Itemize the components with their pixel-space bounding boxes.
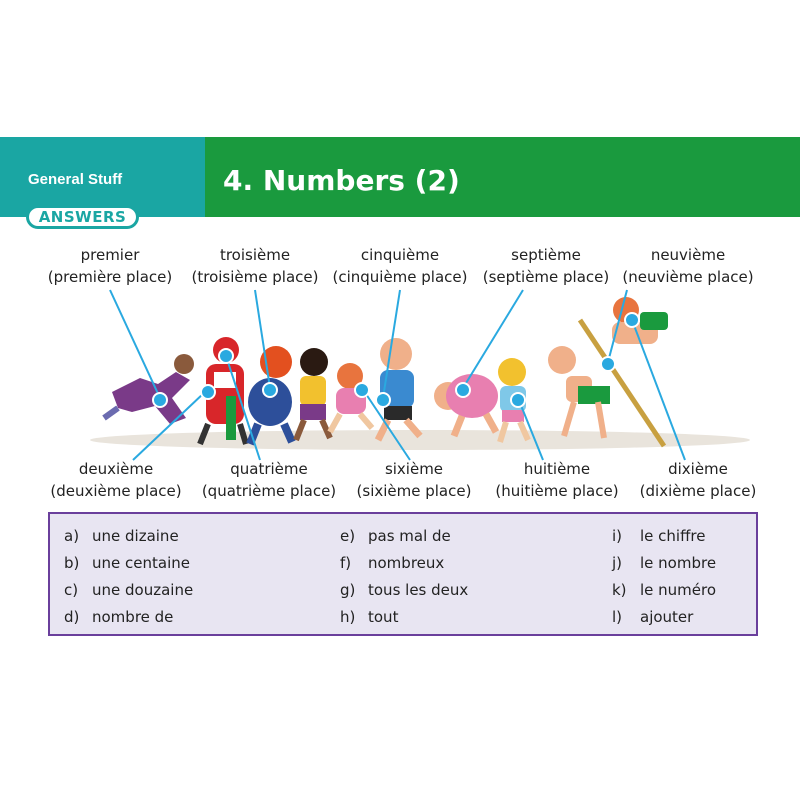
item-text: une dizaine (92, 527, 179, 545)
list-item (64, 607, 193, 634)
ground-shadow (90, 430, 750, 450)
label-cinquieme (320, 244, 480, 288)
label-word: septième (511, 246, 581, 264)
item-letter: f) (340, 554, 352, 572)
runner-2 (200, 337, 246, 444)
list-item (64, 553, 193, 580)
runner-1 (104, 354, 194, 424)
item-letter: i) (612, 527, 623, 545)
item-letter: j) (612, 554, 623, 572)
item-text: tous les deux (368, 581, 469, 599)
list-item (64, 526, 193, 553)
list-item (340, 553, 468, 580)
runner-4 (296, 348, 330, 440)
list-item (64, 580, 193, 607)
list-item (612, 607, 716, 634)
label-troisieme (175, 244, 335, 288)
list-item (340, 526, 468, 553)
item-text: tout (368, 608, 399, 626)
runner-10 (580, 297, 668, 446)
item-text: ajouter (640, 608, 694, 626)
item-letter: c) (64, 581, 79, 599)
item-text: le nombre (640, 554, 717, 572)
runner-5 (330, 363, 372, 432)
runner-6 (378, 338, 420, 440)
vocab-column-1 (64, 526, 193, 634)
label-word: quatrième (230, 460, 308, 478)
label-phrase: (huitième place) (495, 482, 619, 500)
item-letter: d) (64, 608, 80, 626)
item-letter: h) (340, 608, 356, 626)
list-item (612, 553, 716, 580)
list-item (612, 580, 716, 607)
label-phrase: (quatrième place) (201, 482, 337, 500)
item-letter: a) (64, 527, 80, 545)
list-item (340, 580, 468, 607)
answers-badge: ANSWERS (26, 205, 139, 229)
label-dixieme (618, 458, 778, 502)
label-phrase: (septième place) (482, 268, 610, 286)
item-text: une centaine (92, 554, 190, 572)
label-neuvieme (608, 244, 768, 288)
runner-8 (498, 358, 528, 442)
label-quatrieme (189, 458, 349, 502)
runner-9 (548, 346, 610, 438)
title-bar (205, 137, 800, 217)
item-text: le chiffre (640, 527, 706, 545)
vocab-box (48, 512, 758, 636)
label-septieme (466, 244, 626, 288)
vocab-column-2 (340, 526, 468, 634)
label-phrase: (troisième place) (191, 268, 319, 286)
label-sixieme (334, 458, 494, 502)
label-phrase: (deuxième place) (50, 482, 182, 500)
item-letter: k) (612, 581, 627, 599)
item-text: pas mal de (368, 527, 451, 545)
label-word: huitième (523, 460, 591, 478)
label-phrase: (dixième place) (639, 482, 757, 500)
item-letter: l) (612, 608, 623, 626)
pointer-dots (153, 313, 639, 407)
item-letter: b) (64, 554, 80, 572)
label-word: neuvième (650, 246, 726, 264)
runner-7 (434, 374, 498, 436)
label-huitieme (477, 458, 637, 502)
label-premier (30, 244, 190, 288)
page-title: 4. Numbers (2) (223, 164, 460, 197)
item-text: nombreux (368, 554, 445, 572)
label-phrase: (sixième place) (356, 482, 472, 500)
pointer-lines (110, 290, 685, 460)
item-text: nombre de (92, 608, 174, 626)
runner-3 (248, 346, 292, 444)
vocab-column-3 (612, 526, 716, 634)
item-letter: e) (340, 527, 356, 545)
label-phrase: (neuvième place) (622, 268, 754, 286)
label-word: sixième (384, 460, 444, 478)
item-text: une douzaine (92, 581, 194, 599)
label-phrase: (cinquième place) (332, 268, 468, 286)
list-item (340, 607, 468, 634)
list-item (612, 526, 716, 553)
label-deuxieme (36, 458, 196, 502)
item-text: le numéro (640, 581, 717, 599)
label-word: dixième (668, 460, 728, 478)
label-word: cinquième (360, 246, 440, 264)
item-letter: g) (340, 581, 356, 599)
section-label: General Stuff (28, 171, 123, 188)
label-phrase: (première place) (47, 268, 173, 286)
label-word: deuxième (78, 460, 154, 478)
label-word: troisième (219, 246, 291, 264)
label-word: premier (80, 246, 140, 264)
